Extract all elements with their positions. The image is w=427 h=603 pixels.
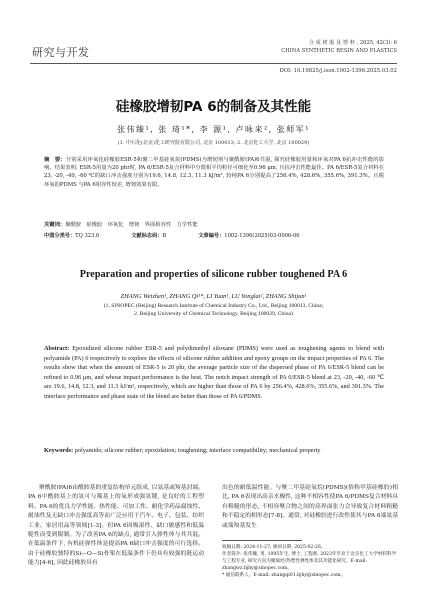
paper-title-cn: 硅橡胶增韧PA 6的制备及其性能 xyxy=(115,99,312,115)
abstract-cn xyxy=(44,156,384,189)
body-column-left: 聚酰胺(PA)6由酰胺基的重复结构单元组成, 以氨基或羧基封端。PA 6中酰胺基上的氢可与羰基上的氧形成强氢键, 是良好的工程塑料。PA 6的优良力学性能、热性能、可加工性、耐化学药品腐蚀性、耐油性及无缺口冲击强度高等而广泛应用于汽车、电子、包装、纺织工业、家居用品等领域[1-3]。但PA 6因吸湿性、缺口敏感性和低温脆性而受到限制。为了改善PA 6的缺点, 通常引入弹性体与其共混。在低温条件下, 有机硅弹性体是提高PA 6缺口冲击强度的可行选择。由于硅橡胶独特的Si—O—Si骨架在低温条件下仍具有较强的链运动能力[4-6], 因此硅橡胶具有 xyxy=(28,485,204,567)
keywords-cn xyxy=(44,221,384,229)
keywords-en xyxy=(44,446,384,456)
journal-name-cn: 合 成 树 脂 及 塑 料 , 2025, 42(3): 6 xyxy=(308,40,397,46)
article-number: 文章编号：1002-1396(2025)03-0006-06 xyxy=(198,233,300,239)
affiliation-en-line: 2. Beijing University of Chemical Technology, Beijing 100029, China) xyxy=(134,310,293,317)
footnote-author-bio: 作者简介: 张伟臻, 男, 1995年生, 博士, 工程师, 2023年毕业于北京化工大学材料科学与工程专业, 研究方向为聚烯烃/热塑性弹性体及其功能化研究。E-mail: zhangwz.bjhy@sinopec.com。 xyxy=(222,551,397,571)
footnote-divider xyxy=(222,540,302,541)
body-column-right: 出色的耐低温性能。与聚二甲基硅氧烷(PDMS)(俗称甲基硅橡胶)相比, PA 6表现出高亲水极性, 这种不相容性使PA 6/PDMS复合材料具有粗糙的形态, 不相容聚合物之间的高界面张力会导致复合材料粗糙和不稳定的相形态[7-8]。通常, 对硅橡胶进行改性使其与PA 6端氨基或端羧基发生 xyxy=(222,485,398,529)
keywords-en-text: polyamide; silicone rubber; epoxidation; toughening; interface compatibility; mechanical property xyxy=(74,447,321,454)
journal-header xyxy=(281,40,397,55)
abstract-en xyxy=(44,344,384,402)
affiliations-cn: (1. 中石化(北京)化工研究院有限公司, 北京 100013; 2. 北京化工大学, 北京 100029) xyxy=(117,140,310,146)
keywords-cn-text: 聚酰胺 硅橡胶 环氧化 增韧 界面相容性 力学性能 xyxy=(65,222,198,228)
authors-en: ZHANG Weizhen¹, ZHANG Qi¹*, LI Yuan¹, LU Yonglai², ZHANG Shijun¹ xyxy=(120,293,307,300)
affiliation-en-line: (1. SINOPEC (Beijing) Research Institute of Chemical Industry Co., Ltd., Beijing 100013, China; xyxy=(103,303,324,309)
doi[interactable]: DOI: 10.19825/j.issn.1002-1396.2025.03.02 xyxy=(279,68,397,74)
abstract-cn-label: 摘 要： xyxy=(44,157,66,163)
footnote-corresponding: * 通信联系人。E-mail: zhangqi01.bjhy@sinopec.com。 xyxy=(222,572,346,578)
section-label: 研究与开发 xyxy=(32,46,90,59)
abstract-en-label: Abstract: xyxy=(44,345,70,352)
keywords-cn-label: 关键词： xyxy=(44,222,66,228)
authors-cn: 张伟臻¹, 张 琦¹*, 李 源¹, 卢咏来², 张师军¹ xyxy=(117,125,310,134)
clc-number: 中图分类号：TQ 323.6 xyxy=(44,233,100,239)
footnotes xyxy=(222,545,400,580)
document-code: 文献标志码：B xyxy=(131,233,167,239)
paper-title-en: Preparation and properties of silicone rubber toughened PA 6 xyxy=(79,269,348,280)
abstract-cn-text: 分别采用环氧化硅橡胶ESR-5和聚二甲基硅氧烷(PDMS)为增韧剂与聚酰胺(PA)6共混, 探究硅橡胶用量和环氧对PA 6抗冲击性能的影响。结果表明: ESR-5用量为20 phr时, PA 6/ESR-5复合材料中分散相平均粒径可细化至0.96 μm, 且抗冲击性能最佳。PA 6/ESR-5复合材料在23, -20, -40, -60 ℃的缺口冲击强度分别为19.6, 14.8, 12.3, 11.3 kJ/m², 较纯PA 6分别提高了256.4%, 428.6%, 355.6%, 391.3%。且脱环氧的PDMS 与PA 6相容性较差, 增韧效果有限。 xyxy=(44,157,384,188)
header-divider xyxy=(30,63,397,64)
classification-row xyxy=(44,232,384,239)
keywords-en-label: Keywords: xyxy=(44,447,74,454)
affiliations-en xyxy=(0,303,427,318)
footnote-received: 收稿日期: 2024-11-27; 修回日期: 2025-02-26。 xyxy=(222,545,326,550)
abstract-en-text: Epoxidized silicone rubber ESR-5 and polydimethyl siloxane (PDMS) were used as toughening agents to blend with polyamide (PA) 6 respectively to explore the effects of silicone rubber addition and epoxy groups on the impact properties of PA 6. The results show that when the amount of ESR-5 is 20 phr, the average particle size of the dispersed phase of PA 6/ESR-5 blend can be refined to 0.96 μm, and whose impact performance is the best. The notch impact strength of PA 6/ESR-5 blend at 23, -20, -40, -60 ℃ are 19.6, 14.8, 12.3, and 11.3 kJ/m², respectively, which are higher than those of PA 6 by 256.4%, 428.6%, 355.6%, and 391.3%. The interface performance and phase state of the blend are better than those of PA 6/PDMS. xyxy=(44,345,384,400)
journal-name-en: CHINA SYNTHETIC RESIN AND PLASTICS xyxy=(281,47,397,54)
